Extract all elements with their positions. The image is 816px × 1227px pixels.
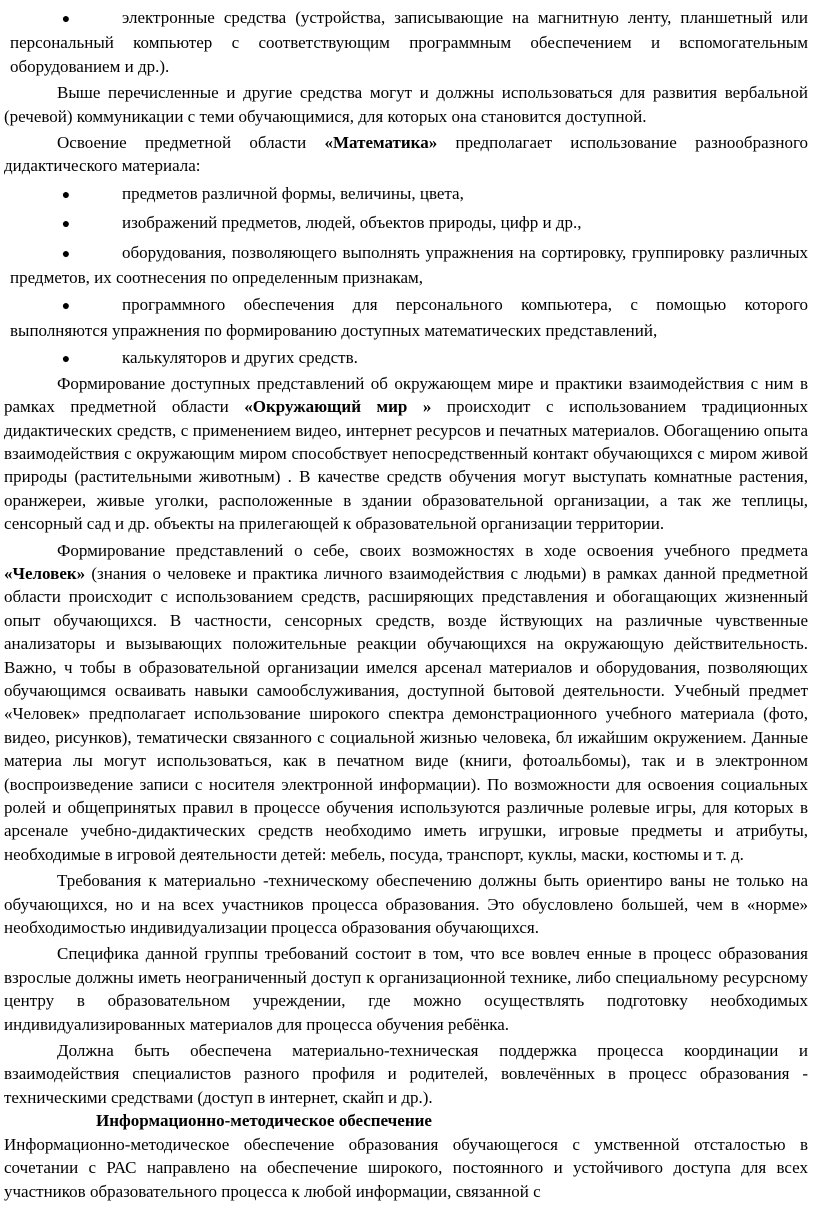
bullet-icon: ●: [61, 299, 71, 315]
paragraph: Информационно-методическое обеспечение образования обучающегося с умственной отсталостью в сочетании с РАС направлено на обеспечение широкого, постоянного и устойчивого доступа для всех участников образовательного процесса к любой информации, связанной с: [4, 1134, 808, 1201]
list-item: [4, 293, 808, 342]
list-item-text: программного обеспечения для персонального компьютера, с помощью которого выполняются упражнения по формированию доступных математических представлений,: [10, 295, 808, 340]
list-item-text: калькуляторов и других средств.: [122, 348, 358, 368]
paragraph: Специфика данной группы требований состоит в том, что все вовлеч енные в процесс образования взрослые должны иметь неограниченный доступ к организационной технике, либо специальному ресурсному центру в образовательном учреждении, где можно осуществлять подготовку необходимых индивидуализированных материалов для процесса обучения ребёнка.: [4, 944, 808, 1034]
list-item: [4, 346, 808, 371]
paragraph: Требования к материально -техническому обеспечению должны быть ориентиро ваны не только на обучающихся, но и на всех участников процесса образования. Это обусловлено большей, чем в «норме» необходимостью индивидуализации процесса образования обучающихся.: [4, 871, 808, 938]
subject-math: «Математика»: [324, 133, 438, 153]
list-item-text: оборудования, позволяющего выполнять упражнения на сортировку, группировку различных предметов, их соотнесения по определенным признакам,: [10, 242, 808, 288]
bullet-icon: ●: [61, 217, 71, 233]
subject-human: «Человек»: [4, 563, 86, 583]
list-item: [4, 211, 808, 236]
paragraph-text: Формирование доступных представлений об окружающем мире и практики взаимодействия с ним в рамках предметной области: [4, 373, 808, 417]
list-item: [4, 6, 808, 78]
list-item: [4, 182, 808, 207]
paragraph: [4, 372, 808, 536]
paragraph: [4, 539, 808, 867]
subject-world: «Окружающий мир »: [244, 397, 432, 417]
paragraph-text: Формирование представлений о себе, своих возможностях в ходе освоения учебного предмета: [57, 540, 808, 560]
list-item-text: изображений предметов, людей, объектов природы, цифр и др.,: [122, 213, 582, 233]
paragraph: [4, 131, 808, 178]
paragraph: Выше перечисленные и другие средства могут и должны использоваться для развития вербальной (речевой) коммуникации с теми обучающимися, для которых она становится доступной.: [4, 83, 808, 126]
list-item-text: электронные средства (устройства, записывающие на магнитную ленту, планшетный или персональный компьютер с соответствующим программным обеспечением и вспомогательным оборудованием и др.).: [10, 8, 808, 76]
list-item: [4, 241, 808, 290]
paragraph-text: Освоение предметной области: [57, 133, 325, 153]
section-heading: Информационно-методическое обеспечение: [96, 1111, 432, 1131]
bullet-icon: ●: [61, 12, 71, 27]
bullet-icon: ●: [61, 187, 71, 203]
paragraph-text: (знания о человеке и практика личного взаимодействия с людьми) в рамках данной предметной области происходит с использованием средств, расширяющих представления и обогащающих жизненный опыт обучающихся. В частности, сенсорных средств, возде йствующих на различные чувственные анализаторы и вызывающих положительные реакции обучающихся на окружающую действительность. Важно, ч тобы в образовательной организации имелся арсенал материалов и оборудования, позволяющих обучающимся осваивать навыки самообслуживания, доступной бытовой деятельности. Учебный предмет «Человек» предполагает использование широкого спектра демонстрационного учебного материала (фото, видео, рисунков), тематически связанного с социальной жизнью человека, бл ижайшим окружением. Данные материа лы могут использоваться, как в печатном виде (книги, фотоальбомы), так и в электронном (воспроизведение записи с носителя электронной информации). По возможности для освоения социальных ролей и общепринятых правил в процессе обучения используются различные ролевые игры, для которых в арсенале учебно-дидактических средств необходимо иметь игрушки, игровые предметы и атрибуты, необходимые в игровой деятельности детей: мебель, посуда, транспорт, куклы, маски, костюмы и т. д.: [4, 563, 808, 864]
bullet-icon: ●: [61, 246, 71, 262]
bullet-icon: ●: [61, 352, 71, 368]
list-item-text: предметов различной формы, величины, цвета,: [122, 183, 464, 203]
paragraph: Должна быть обеспечена материально-техническая поддержка процесса координации и взаимодействия специалистов разного профиля и родителей, вовлечённых в процесс образования - техническими средствами (доступ в интернет, скайп и др.).: [4, 1041, 808, 1107]
paragraph-text: происходит с использованием традиционных дидактических средств, с применением видео, интернет ресурсов и печатных материалов. Обогащению опыта взаимодействия с окружающим миром способствует непосредственный контакт обучающихся с миром живой природы (растительными животным) . В качестве средств обучения могут выступать комнатные растения, оранжереи, живые уголки, расположенные в здании образовательной организации, а так же теплицы, сенсорный сад и др. объекты на прилегающей к образовательной организации территории.: [4, 397, 808, 534]
paragraph-text: предполагает использование разнообразного дидактического материала:: [4, 133, 808, 176]
